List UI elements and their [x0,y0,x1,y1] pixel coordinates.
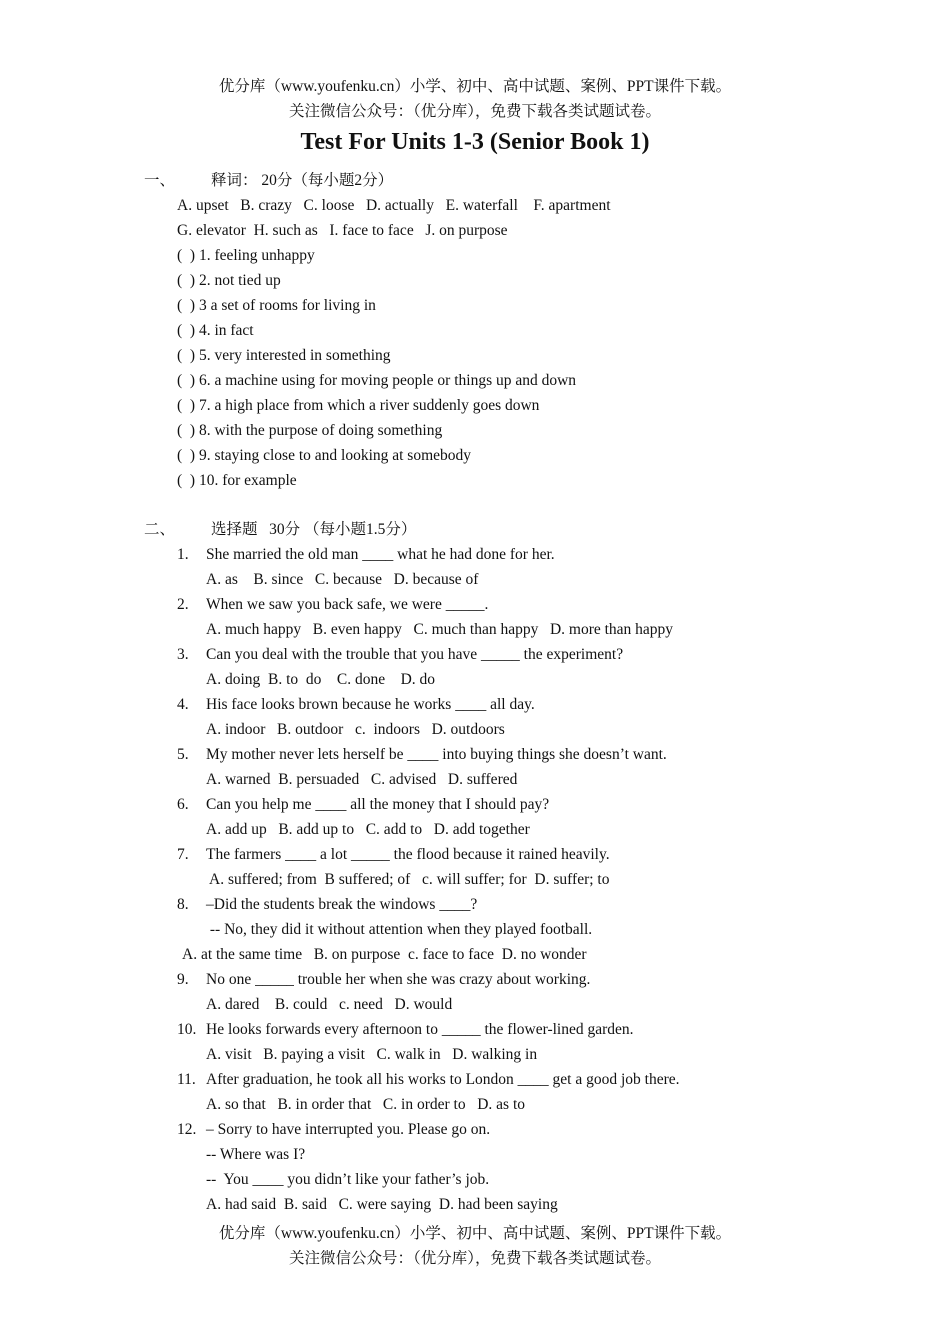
question-number: 1. [177,546,189,563]
question-number: 3. [177,646,189,663]
question-options: A. add up B. add up to C. add to D. add together [206,821,530,838]
question-options: A. at the same time B. on purpose c. face to face D. no wonder [182,946,587,963]
footer-line-1: 优分库（www.youfenku.cn）小学、初中、高中试题、案例、PPT课件下载。 [218,1225,732,1242]
section2-number: 二、 [144,521,176,538]
question-number: 5. [177,746,189,763]
definition-item: ( ) 5. very interested in something [177,347,391,364]
question-options: A. so that B. in order that C. in order to D. as to [206,1096,525,1113]
question-text: The farmers ____ a lot _____ the flood because it rained heavily. [206,846,610,863]
header-line-2: 关注微信公众号：（优分库），免费下载各类试题试卷。 [288,103,661,120]
header-line-1: 优分库（www.youfenku.cn）小学、初中、高中试题、案例、PPT课件下载。 [218,78,732,95]
question-text: – Sorry to have interrupted you. Please go on. [206,1121,491,1138]
question-text: After graduation, he took all his works to London ____ get a good job there. [206,1071,680,1088]
question-options: A. dared B. could c. need D. would [206,996,453,1013]
definition-item: ( ) 3 a set of rooms for living in [177,297,376,314]
question-options: A. suffered; from B suffered; of c. will suffer; for D. suffer; to [206,871,610,888]
section1-options-line1: A. upset B. crazy C. loose D. actually E. waterfall F. apartment [177,197,611,214]
definition-item: ( ) 6. a machine using for moving people or things up and down [177,372,577,389]
section1-number: 一、 [144,172,176,189]
definition-item: ( ) 7. a high place from which a river suddenly goes down [177,397,540,414]
section1-heading: 释词： 20分（每小题2分） [211,172,394,189]
question-options: A. much happy B. even happy C. much than happy D. more than happy [206,621,674,638]
question-number: 12. [177,1121,197,1138]
question-number: 8. [177,896,189,913]
definition-item: ( ) 4. in fact [177,322,254,339]
question-options: A. had said B. said C. were saying D. had been saying [206,1196,558,1213]
definition-item: ( ) 10. for example [177,472,297,489]
question-number: 9. [177,971,189,988]
question-text: Can you deal with the trouble that you have _____ the experiment? [206,646,624,663]
question-number: 4. [177,696,189,713]
question-number: 7. [177,846,189,863]
question-text: My mother never lets herself be ____ into buying things she doesn’t want. [206,746,667,763]
question-text: –Did the students break the windows ____? [206,896,478,913]
page-title: Test For Units 1-3 (Senior Book 1) [300,129,650,155]
definition-item: ( ) 2. not tied up [177,272,281,289]
question-text: His face looks brown because he works ____ all day. [206,696,535,713]
question-text: When we saw you back safe, we were _____. [206,596,489,613]
question-text: He looks forwards every afternoon to _____ the flower-lined garden. [206,1021,634,1038]
question-options: A. visit B. paying a visit C. walk in D. walking in [206,1046,538,1063]
section1-options-line2: G. elevator H. such as I. face to face J. on purpose [177,222,508,239]
question-options: A. indoor B. outdoor c. indoors D. outdoors [206,721,505,738]
question-dialogue-line: -- You ____ you didn’t like your father’s job. [206,1171,490,1188]
question-text: She married the old man ____ what he had done for her. [206,546,555,563]
question-text: No one _____ trouble her when she was crazy about working. [206,971,591,988]
question-options: A. doing B. to do C. done D. do [206,671,436,688]
question-number: 11. [177,1071,196,1088]
definition-item: ( ) 8. with the purpose of doing something [177,422,443,439]
definition-item: ( ) 9. staying close to and looking at somebody [177,447,472,464]
question-number: 6. [177,796,189,813]
question-dialogue-line: -- No, they did it without attention when they played football. [206,921,593,938]
question-number: 10. [177,1021,197,1038]
question-text: Can you help me ____ all the money that I should pay? [206,796,550,813]
question-dialogue-line: -- Where was I? [206,1146,306,1163]
footer-line-2: 关注微信公众号：（优分库），免费下载各类试题试卷。 [288,1250,661,1267]
question-number: 2. [177,596,189,613]
definition-item: ( ) 1. feeling unhappy [177,247,315,264]
question-options: A. as B. since C. because D. because of [206,571,479,588]
question-options: A. warned B. persuaded C. advised D. suffered [206,771,518,788]
section2-heading: 选择题 30分 （每小题1.5分） [211,521,417,538]
